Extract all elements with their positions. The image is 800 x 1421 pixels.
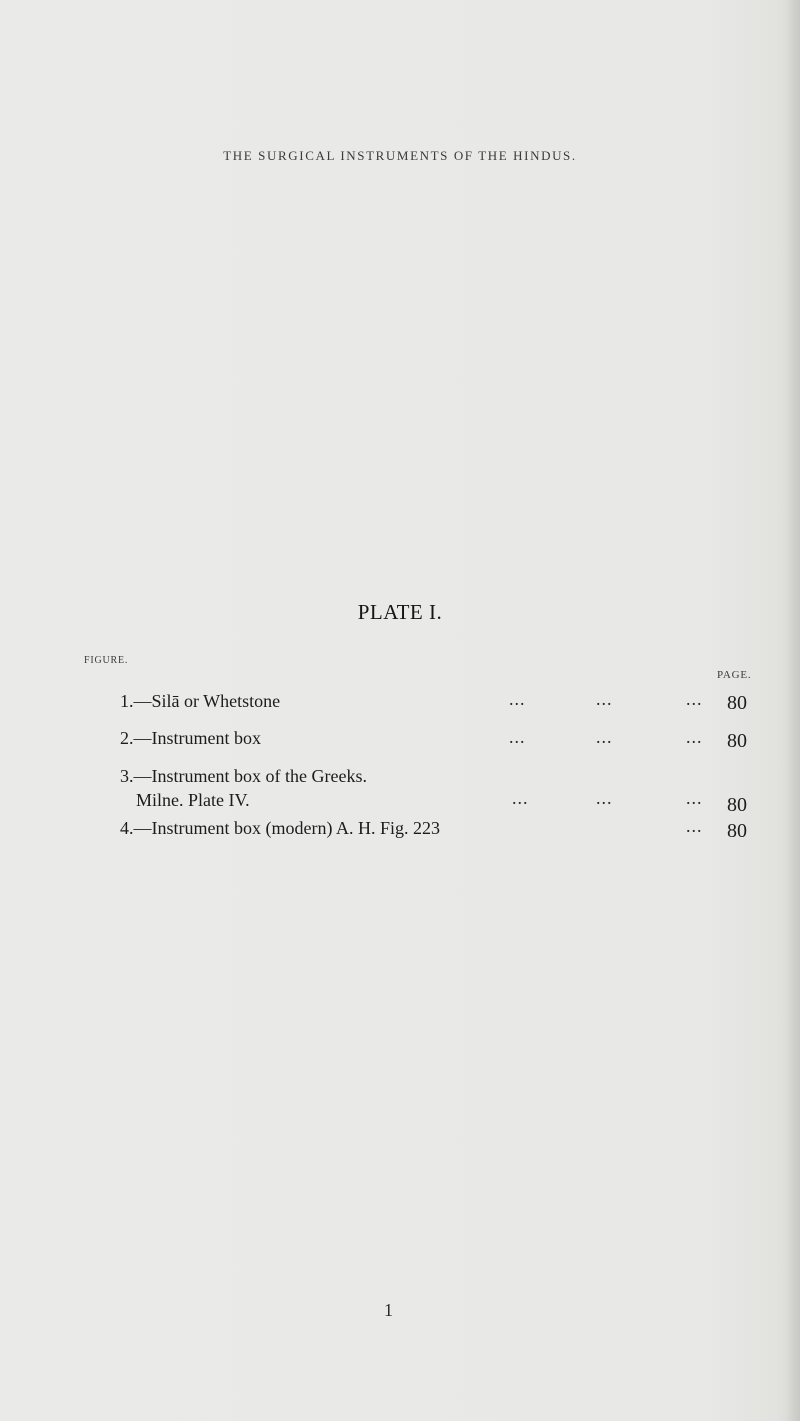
leader-dots: ... (509, 727, 526, 747)
leader-dots: ... (596, 689, 613, 709)
running-head: THE SURGICAL INSTRUMENTS OF THE HINDUS. (223, 148, 577, 163)
figure-entry-3-continuation: Milne. Plate IV. (136, 790, 250, 810)
page-ref-1: 80 (727, 692, 747, 714)
page-ref-4: 80 (727, 820, 747, 842)
leader-dots: ... (686, 788, 703, 808)
page-ref-2: 80 (727, 730, 747, 752)
leader-dots: ... (686, 727, 703, 747)
leader-dots: ... (509, 689, 526, 709)
leader-dots: ... (512, 788, 529, 808)
leader-dots: ... (686, 816, 703, 836)
leader-dots: ... (596, 727, 613, 747)
plate-title: PLATE I. (357, 600, 443, 624)
leader-dots: ... (596, 788, 613, 808)
page-number: 1 (384, 1300, 393, 1320)
figure-entry-3: 3.—Instrument box of the Greeks. (120, 766, 367, 786)
page-edge-shadow (786, 0, 800, 1421)
figure-column-header: FIGURE. (84, 655, 129, 666)
figure-entry-1: 1.—Silā or Whetstone (120, 691, 281, 711)
figure-entry-2: 2.—Instrument box (120, 728, 261, 748)
figure-entry-4: 4.—Instrument box (modern) A. H. Fig. 223 (120, 818, 440, 838)
page-column-header: PAGE. (717, 669, 752, 681)
leader-dots: ... (686, 689, 703, 709)
page-ref-3: 80 (727, 794, 747, 816)
